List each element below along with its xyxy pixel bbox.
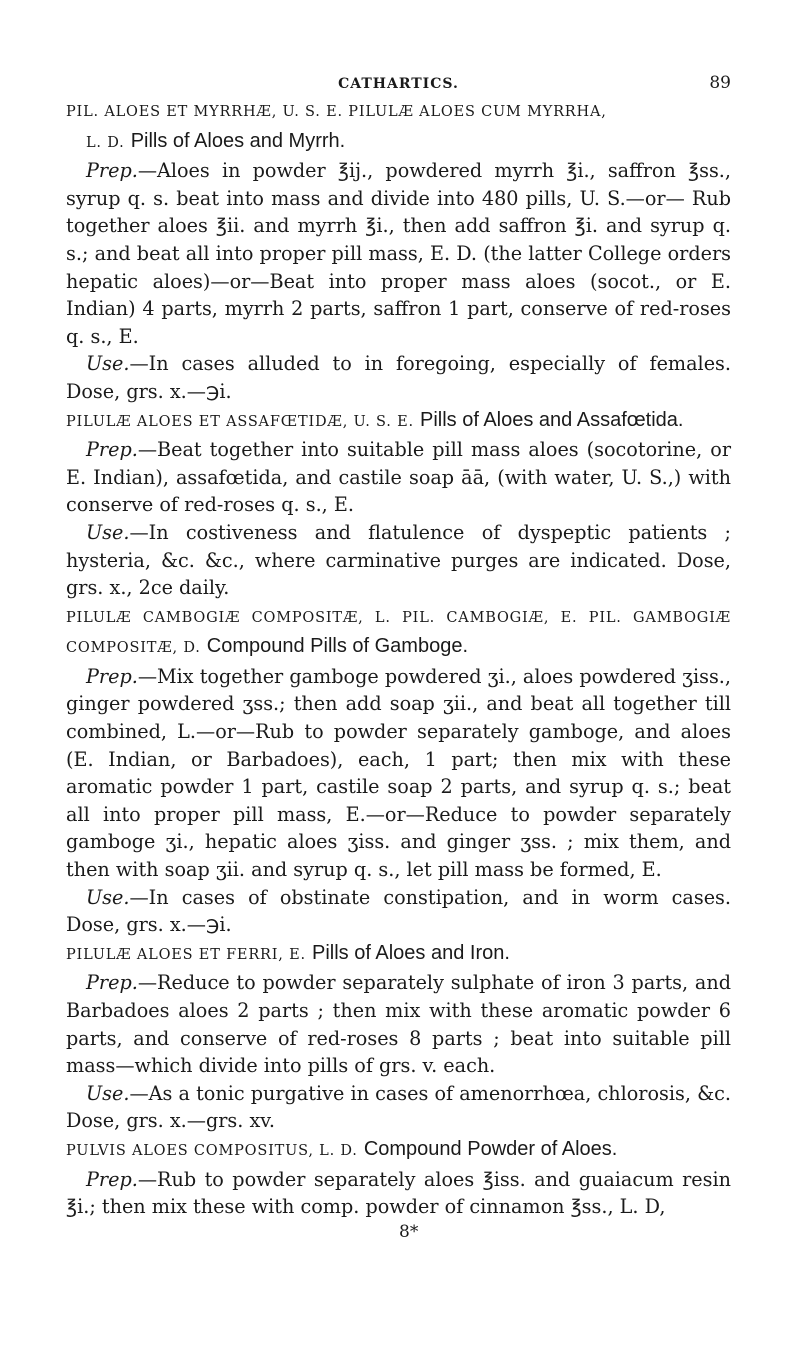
latin-name: PIL. ALOES ET MYRRHÆ, U. S. E. PILULÆ ALOES CUM MYRRHA, [66,104,607,120]
prep-label: Prep. [86,664,138,688]
prep-text: —Mix together gamboge powdered ʒi., aloes powdered ʒiss., ginger powdered ʒss.; then add soap ʒii., and beat all together till combined, L.—or—Rub to powder separately gamboge, and aloes (E. Indian, or Barbadoes), each, 1 part; then mix with these aromatic powder 1 part, castile soap 2 parts, and syrup q. s.; beat all into proper pill mass, E.—or—Reduce to powder separately gamboge ʒi., hepatic aloes ʒiss. and ginger ʒss. ; mix them, and then with soap ʒii. and syrup q. s., let pill mass be formed, E. [66,664,731,882]
signature-mark: 8* [399,1221,419,1242]
english-name: Pills of Aloes and Iron. [312,941,510,964]
use-paragraph [66,1080,731,1135]
entry-heading [66,1135,731,1166]
prep-paragraph [66,157,731,350]
prep-label: Prep. [86,159,138,183]
entry-heading [66,939,731,970]
prep-text: —Aloes in powder ℥ij., powdered myrrh ℥i., saffron ℥ss., syrup q. s. beat into mass and divide into 480 pills, U. S.—or— Rub together aloes ℥ii. and myrrh ℥i., then add saffron ℥i. and syrup q. s.; and beat all into proper pill mass, E. D. (the latter College orders hepatic aloes)—or—Beat into proper mass aloes (socot., or E. Indian) 4 parts, myrrh 2 parts, saffron 1 part, conserve of red-roses q. s., E. [66,159,731,348]
use-label: Use. [86,1081,130,1105]
latin-name: PILULÆ ALOES ET ASSAFŒTIDÆ, U. S. E. [66,413,414,430]
use-paragraph [66,350,731,405]
prep-label: Prep. [86,438,138,462]
prep-text: —Reduce to powder separately sulphate of iron 3 parts, and Barbadoes aloes 2 parts ; then mix with these aromatic powder 6 parts, and conserve of red-roses 8 parts ; beat into suitable pill mass—which divide into pills of grs. v. each. [66,971,731,1078]
entry-heading [66,602,731,663]
entry-heading [66,406,731,437]
use-text: —As a tonic purgative in cases of amenorrhœa, chlorosis, &c. Dose, grs. x.—grs. xv. [66,1081,731,1133]
use-paragraph [66,884,731,939]
prep-text: —Beat together into suitable pill mass aloes (socotorine, or E. Indian), assafœtida, and castile soap āā, (with water, U. S.,) with conserve of red-roses q. s., E. [66,438,731,517]
prep-paragraph [66,663,731,884]
page-number: 89 [709,73,731,93]
entry-heading [66,96,731,127]
use-text: —In cases of obstinate constipation, and in worm cases. Dose, grs. x.—℈i. [66,885,731,937]
use-label: Use. [86,885,130,909]
running-head-title: CATHARTICS. [338,76,459,92]
prep-paragraph [66,969,731,1079]
prep-text: —Rub to powder separately aloes ℥iss. and guaiacum resin ℥i.; then mix these with comp. powder of cinnamon ℥ss., L. D, [66,1167,731,1219]
entry-heading-cont [66,127,731,158]
prep-paragraph [66,1166,731,1221]
entry-pil-aloes-iron [66,939,731,1135]
entry-pil-aloes-myrrh [66,96,731,406]
english-name: Pills of Aloes and Myrrh. [130,129,346,152]
english-name: Pills of Aloes and Assafœtida. [419,408,684,431]
entry-pil-aloes-assafoetida [66,406,731,602]
use-label: Use. [86,520,130,544]
latin-name: PILULÆ ALOES ET FERRI, E. [66,946,306,963]
latin-name-cont: L. D. [86,134,125,151]
use-text: —In cases alluded to in foregoing, especially of females. Dose, grs. x.—℈i. [66,352,731,403]
prep-label: Prep. [86,971,138,995]
use-label: Use. [86,352,130,376]
english-name: Compound Powder of Aloes. [363,1137,618,1160]
english-name: Compound Pills of Gamboge. [206,635,469,658]
prep-paragraph [66,436,731,519]
entries [66,96,731,1243]
running-head [66,0,731,96]
latin-name: PILULÆ CAMBOGIÆ COMPOSITÆ, L. PIL. CAMBOGIÆ, E. PIL. GAMBOGIÆ COMPOSITÆ, D. [66,609,731,657]
entry-pulvis-aloes [66,1135,731,1221]
latin-name: PULVIS ALOES COMPOSITUS, L. D. [66,1142,358,1159]
use-text: —In costiveness and flatulence of dyspeptic patients ; hysteria, &c. &c., where carminative purges are indicated. Dose, grs. x., 2ce daily. [66,520,731,600]
use-paragraph [66,519,731,602]
entry-pil-gamboge [66,602,731,939]
prep-label: Prep. [86,1167,138,1191]
